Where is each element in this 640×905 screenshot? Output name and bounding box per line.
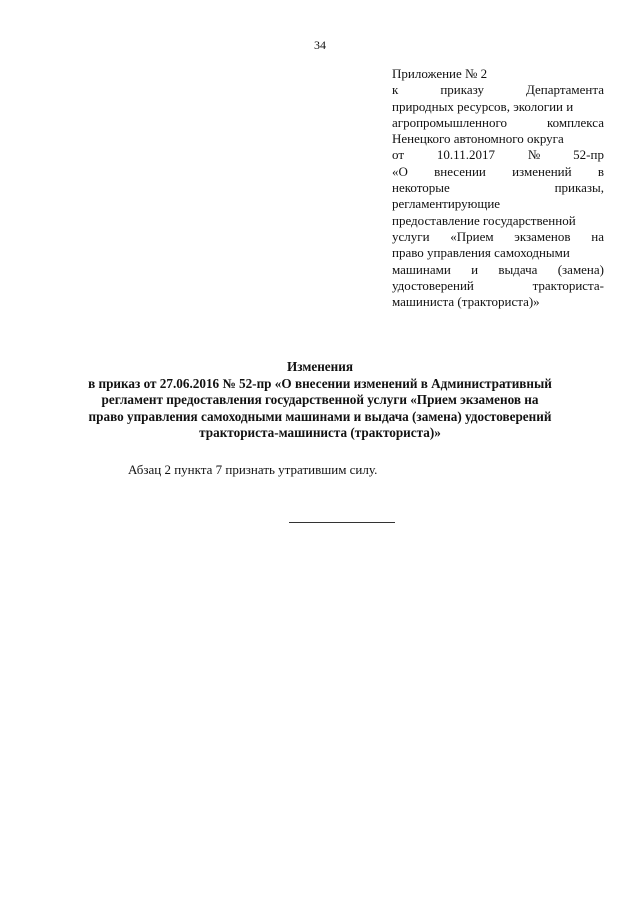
appendix-word: и: [471, 261, 479, 277]
appendix-line-13: [392, 278, 604, 294]
appendix-block: [392, 66, 604, 310]
appendix-line-3: [392, 115, 604, 131]
appendix-word: «Прием: [450, 228, 494, 244]
appendix-line-1: [392, 82, 604, 98]
appendix-line-6: [392, 164, 604, 180]
appendix-line-12: [392, 262, 604, 278]
appendix-line-11: право управления самоходными: [392, 245, 570, 261]
appendix-word: некоторые: [392, 180, 450, 196]
appendix-word: «О: [392, 163, 408, 179]
appendix-line-5: [392, 147, 604, 163]
heading-line-3: право управления самоходными машинами и выдача (замена) удостоверений: [88, 408, 552, 424]
appendix-word: тракториста-: [532, 277, 604, 293]
appendix-word: агропромышленного: [392, 114, 507, 130]
heading-line-2: регламент предоставления государственной услуги «Прием экзаменов на: [101, 392, 539, 407]
body-paragraph: Абзац 2 пункта 7 признать утратившим силу.: [128, 462, 378, 477]
appendix-title: Приложение № 2: [392, 66, 488, 81]
heading-line-4: тракториста-машиниста (тракториста)»: [199, 425, 441, 440]
appendix-word: внесении: [434, 163, 486, 179]
appendix-line-4: Ненецкого автономного округа: [392, 131, 564, 147]
heading-title: Изменения: [287, 359, 353, 374]
appendix-line-14: машиниста (тракториста)»: [392, 294, 540, 310]
changes-heading: [60, 359, 580, 442]
appendix-word: приказу: [440, 82, 484, 98]
appendix-word: в: [597, 163, 604, 179]
appendix-word: на: [591, 228, 604, 244]
end-divider: [289, 522, 395, 523]
appendix-word: (замена): [557, 261, 604, 277]
appendix-word: 52-пр: [573, 147, 604, 163]
appendix-word: комплекса: [546, 114, 604, 130]
appendix-line-8: регламентирующие: [392, 196, 501, 212]
appendix-line-10: [392, 229, 604, 245]
appendix-word: удостоверений: [392, 277, 474, 293]
appendix-word: услуги: [392, 228, 430, 244]
appendix-word: к: [392, 82, 399, 98]
appendix-line-2: природных ресурсов, экологии и: [392, 98, 574, 114]
heading-line-1: в приказ от 27.06.2016 № 52-пр «О внесении изменений в Административный: [88, 375, 552, 391]
appendix-line-7: [392, 180, 604, 196]
page-number: 34: [314, 38, 326, 52]
appendix-word: Департамента: [525, 82, 604, 98]
appendix-word: экзаменов: [514, 228, 571, 244]
appendix-word: изменений: [512, 163, 572, 179]
appendix-word: выдача: [498, 261, 538, 277]
appendix-word: №: [527, 147, 541, 163]
appendix-word: 10.11.2017: [436, 147, 495, 163]
appendix-word: приказы,: [554, 180, 604, 196]
appendix-word: машинами: [392, 261, 451, 277]
appendix-word: от: [392, 147, 405, 163]
appendix-line-9: предоставление государственной: [392, 212, 576, 228]
